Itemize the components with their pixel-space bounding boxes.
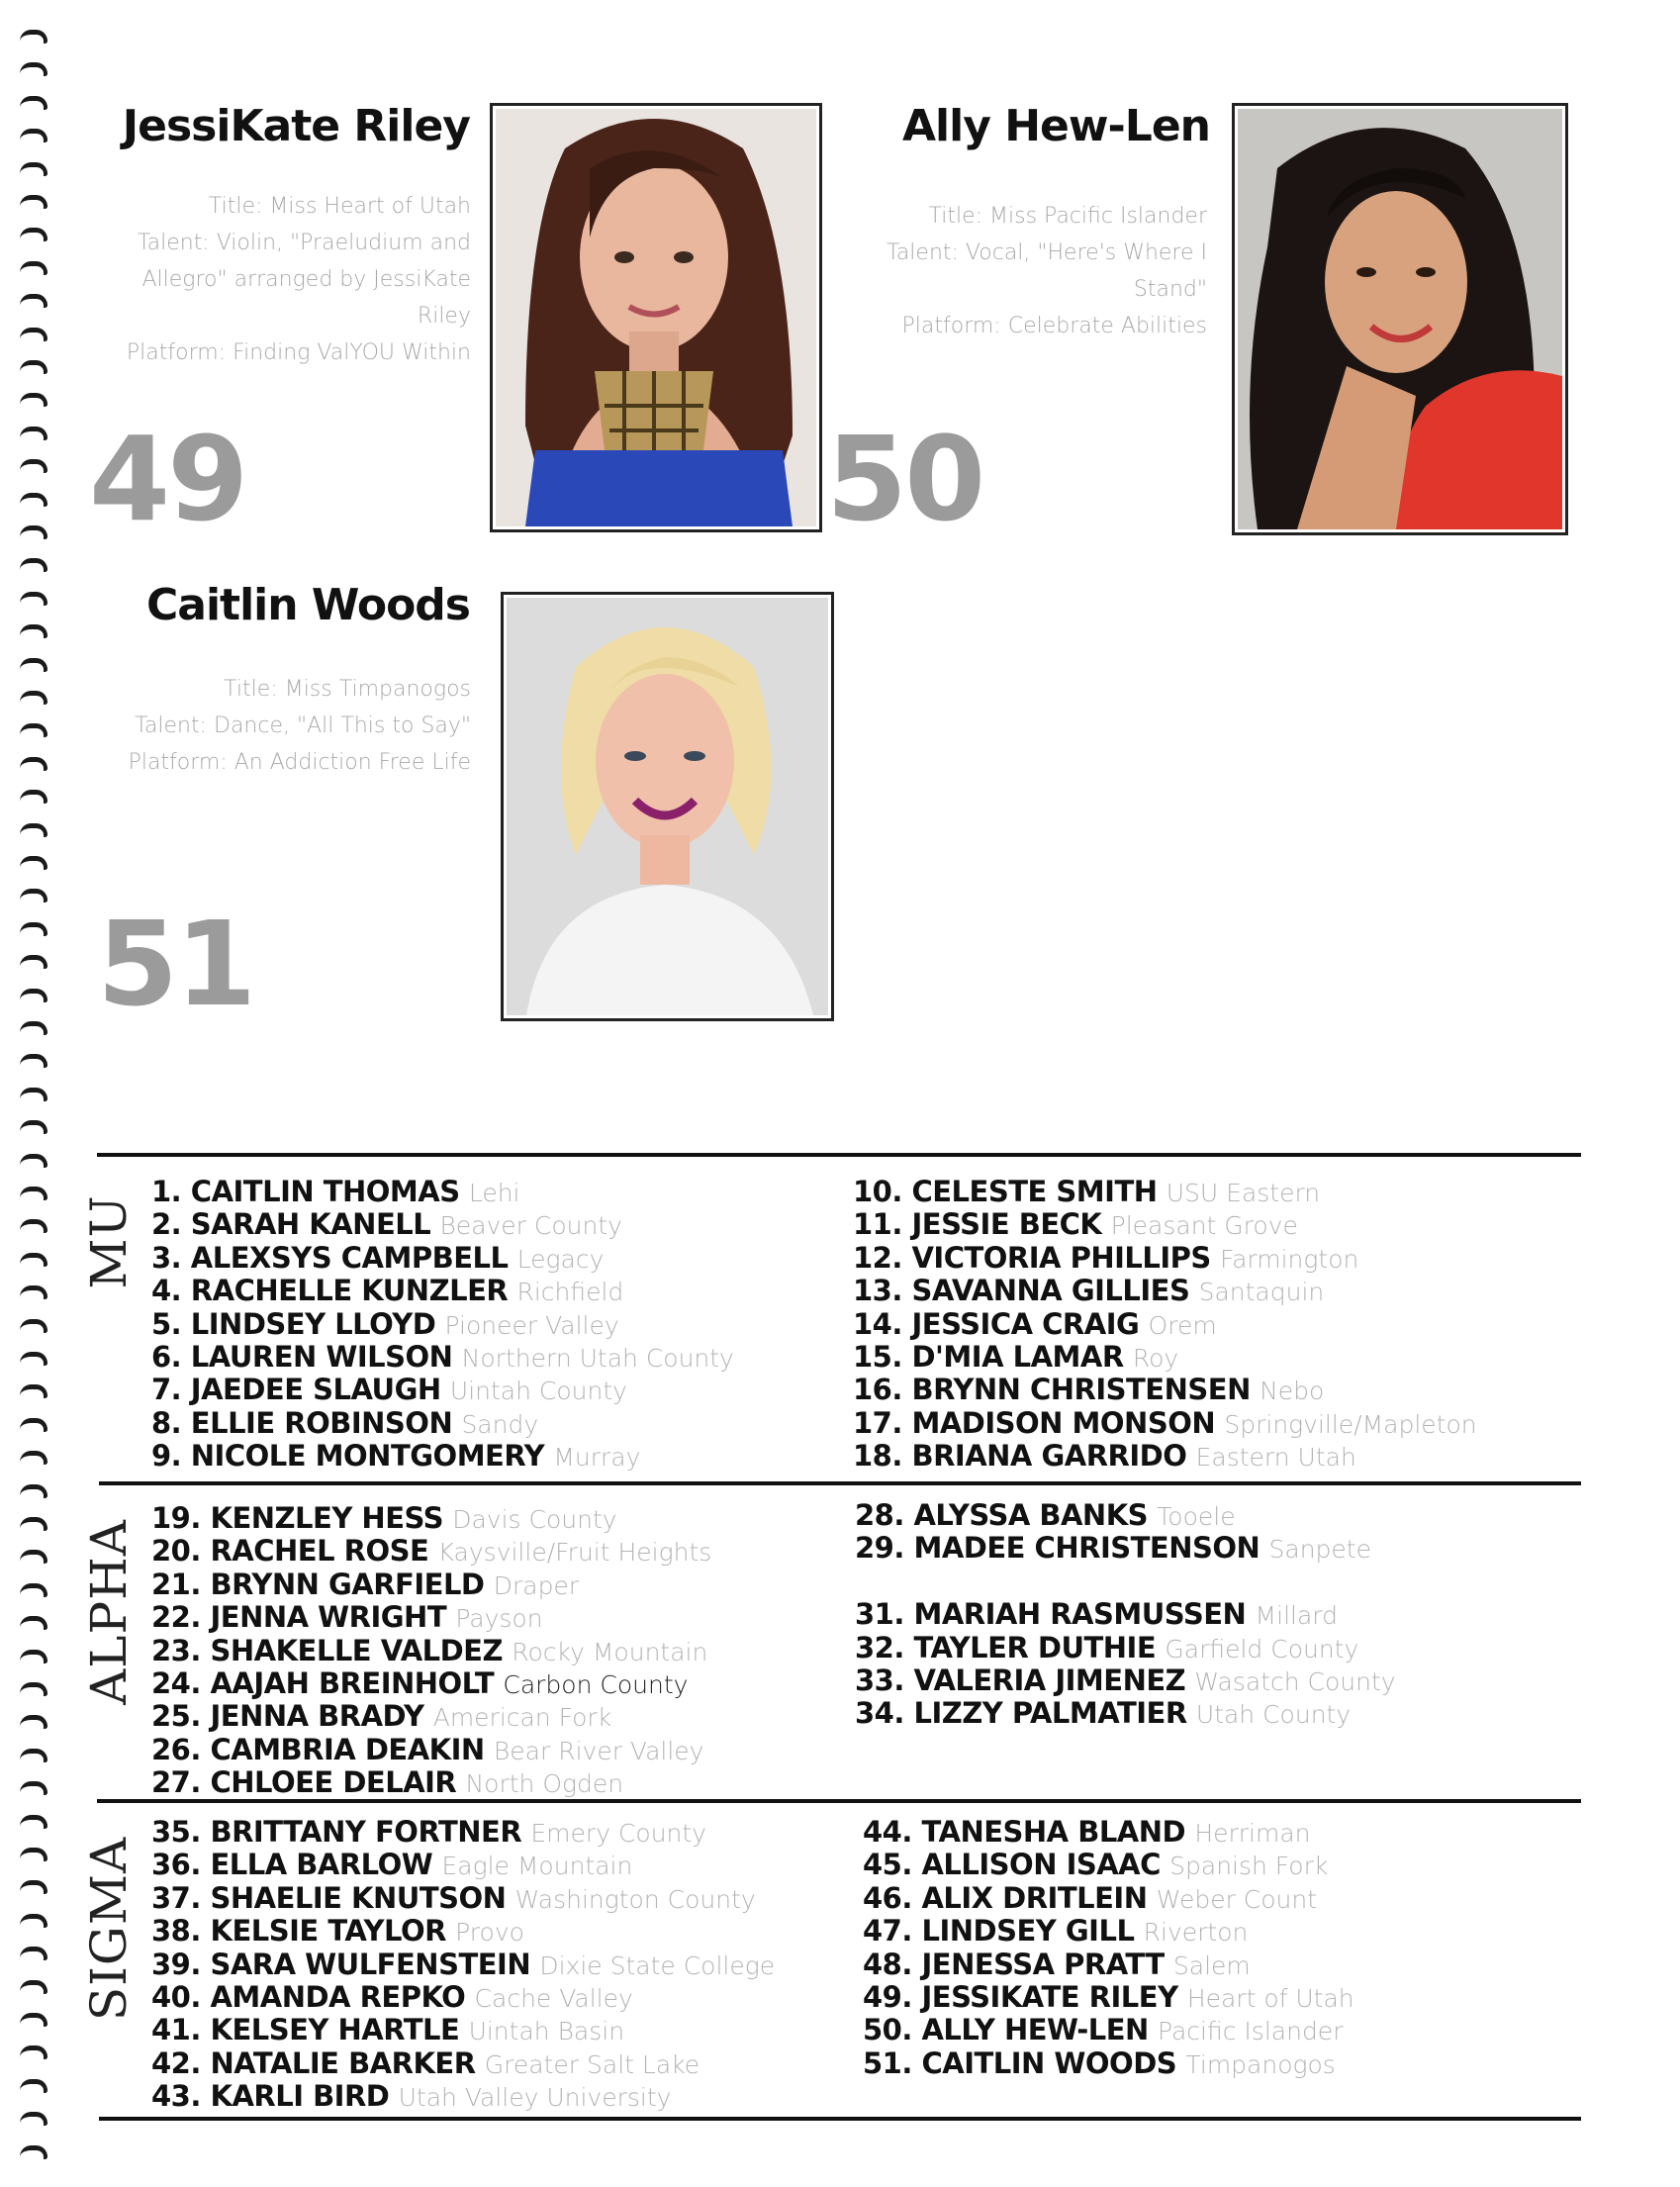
list-item: 14. JESSICA CRAIG Orem bbox=[853, 1306, 1217, 1341]
binding-ring bbox=[20, 823, 47, 837]
section-divider bbox=[97, 1153, 1581, 1157]
group-list-mu-left bbox=[151, 1176, 734, 1474]
binding-ring bbox=[20, 1781, 47, 1795]
binding-ring bbox=[20, 2045, 47, 2059]
binding-ring bbox=[20, 162, 47, 176]
binding-ring bbox=[20, 592, 47, 606]
binding-ring bbox=[20, 1253, 47, 1267]
contestant-name: Ally Hew-Len bbox=[902, 101, 1210, 151]
binding-ring bbox=[20, 2013, 47, 2027]
binding-ring bbox=[20, 1054, 47, 1068]
binding-ring bbox=[20, 1550, 47, 1564]
section-divider bbox=[99, 2117, 1581, 2121]
spiral-binding bbox=[14, 30, 59, 2177]
binding-ring bbox=[20, 1715, 47, 1729]
contestant-number: 51 bbox=[97, 896, 254, 1032]
contestant-photo bbox=[1232, 103, 1568, 535]
binding-ring bbox=[20, 1219, 47, 1233]
contestant-platform: Platform: Finding ValYOU Within bbox=[126, 340, 471, 365]
binding-ring bbox=[20, 658, 47, 672]
binding-ring bbox=[20, 228, 47, 241]
binding-ring bbox=[20, 1088, 47, 1101]
group-list-mu-right bbox=[853, 1176, 1477, 1474]
list-item: 4. RACHELLE KUNZLER Richfield bbox=[151, 1274, 624, 1308]
contestant-photo bbox=[501, 592, 834, 1021]
binding-ring bbox=[20, 1451, 47, 1465]
list-item: 31. MARIAH RASMUSSEN Millard bbox=[855, 1597, 1338, 1632]
binding-ring bbox=[20, 1682, 47, 1696]
binding-ring bbox=[20, 427, 47, 440]
list-item: 48. JENESSA PRATT Salem bbox=[863, 1947, 1251, 1981]
portrait-image bbox=[507, 598, 828, 1015]
binding-ring bbox=[20, 1418, 47, 1432]
list-item: 6. LAUREN WILSON Northern Utah County bbox=[151, 1339, 734, 1374]
contestant-details bbox=[871, 198, 1207, 344]
list-item: 25. JENNA BRADY American Fork bbox=[151, 1699, 612, 1734]
binding-ring bbox=[20, 1319, 47, 1333]
contestant-number: 50 bbox=[826, 411, 983, 547]
group-list-sigma-right bbox=[863, 1816, 1354, 2080]
list-item: 1. CAITLIN THOMAS Lehi bbox=[151, 1175, 520, 1208]
list-item: 29. MADEE CHRISTENSON Sanpete bbox=[855, 1531, 1371, 1566]
list-item: 3. ALEXSYS CAMPBELL Legacy bbox=[151, 1240, 605, 1275]
binding-ring bbox=[20, 856, 47, 870]
list-item: 39. SARA WULFENSTEIN Dixie State College bbox=[151, 1947, 776, 1981]
list-item: 19. KENZLEY HESS Davis County bbox=[151, 1501, 617, 1535]
contestant-talent: Talent: Vocal, "Here's Where I Stand" bbox=[887, 240, 1207, 302]
binding-ring bbox=[20, 922, 47, 936]
list-item: 37. SHAELIE KNUTSON Washington County bbox=[151, 1880, 756, 1915]
list-item: 2. SARAH KANELL Beaver County bbox=[151, 1207, 622, 1242]
binding-ring bbox=[20, 493, 47, 507]
contestant-platform: Platform: Celebrate Abilities bbox=[901, 314, 1207, 338]
list-item: 17. MADISON MONSON Springville/Mapleton bbox=[853, 1405, 1477, 1440]
binding-ring bbox=[20, 1484, 47, 1498]
binding-ring bbox=[20, 1848, 47, 1861]
binding-ring bbox=[20, 1384, 47, 1398]
list-item: 26. CAMBRIA DEAKIN Bear River Valley bbox=[151, 1732, 704, 1766]
contestant-details bbox=[95, 188, 471, 371]
binding-ring bbox=[20, 1583, 47, 1597]
list-item: 44. TANESHA BLAND Herriman bbox=[863, 1815, 1311, 1849]
binding-ring bbox=[20, 30, 47, 44]
group-list-sigma-left bbox=[151, 1816, 775, 2114]
binding-ring bbox=[20, 1616, 47, 1630]
binding-ring bbox=[20, 195, 47, 209]
list-item: 33. VALERIA JIMENEZ Wasatch County bbox=[855, 1663, 1396, 1697]
binding-ring bbox=[20, 624, 47, 638]
list-item: 41. KELSEY HARTLE Uintah Basin bbox=[151, 2013, 625, 2047]
binding-ring bbox=[20, 2145, 47, 2159]
list-item: 38. KELSIE TAYLOR Provo bbox=[151, 1914, 524, 1949]
binding-ring bbox=[20, 1650, 47, 1664]
list-item: 9. NICOLE MONTGOMERY Murray bbox=[151, 1439, 641, 1474]
list-item bbox=[855, 1566, 1396, 1598]
list-item: 50. ALLY HEW-LEN Pacific Islander bbox=[863, 2013, 1344, 2047]
list-item: 22. JENNA WRIGHT Payson bbox=[151, 1600, 543, 1635]
list-item: 49. JESSIKATE RILEY Heart of Utah bbox=[863, 1979, 1354, 2014]
binding-ring bbox=[20, 1120, 47, 1134]
portrait-image bbox=[1238, 109, 1562, 529]
binding-ring bbox=[20, 989, 47, 1002]
list-item: 47. LINDSEY GILL Riverton bbox=[863, 1914, 1249, 1949]
binding-ring bbox=[20, 360, 47, 374]
binding-ring bbox=[20, 1947, 47, 1960]
binding-ring bbox=[20, 691, 47, 705]
contestant-title: Title: Miss Heart of Utah bbox=[208, 194, 471, 219]
list-item: 43. KARLI BIRD Utah Valley University bbox=[151, 2079, 672, 2114]
list-item: 27. CHLOEE DELAIR North Ogden bbox=[151, 1765, 624, 1800]
list-item: 7. JAEDEE SLAUGH Uintah County bbox=[151, 1373, 627, 1407]
binding-ring bbox=[20, 955, 47, 969]
list-item: 34. LIZZY PALMATIER Utah County bbox=[855, 1696, 1352, 1731]
contestant-name: Caitlin Woods bbox=[145, 580, 470, 630]
contestant-title: Title: Miss Pacific Islander bbox=[928, 204, 1207, 229]
binding-ring bbox=[20, 1815, 47, 1829]
binding-ring bbox=[20, 1914, 47, 1928]
group-label-alpha: ALPHA bbox=[80, 1519, 138, 1705]
binding-ring bbox=[20, 1517, 47, 1531]
list-item: 35. BRITTANY FORTNER Emery County bbox=[151, 1815, 706, 1849]
list-item: 10. CELESTE SMITH USU Eastern bbox=[853, 1175, 1321, 1208]
binding-ring bbox=[20, 1980, 47, 1994]
binding-ring bbox=[20, 261, 47, 275]
list-item: 8. ELLIE ROBINSON Sandy bbox=[151, 1405, 539, 1440]
group-list-alpha-left bbox=[151, 1502, 711, 1800]
contestant-number: 49 bbox=[89, 411, 246, 547]
list-item: 23. SHAKELLE VALDEZ Rocky Mountain bbox=[151, 1633, 708, 1667]
binding-ring bbox=[20, 558, 47, 572]
list-item: 24. AAJAH BREINHOLT Carbon County bbox=[151, 1665, 689, 1700]
list-item: 11. JESSIE BECK Pleasant Grove bbox=[853, 1207, 1298, 1242]
list-item: 20. RACHEL ROSE Kaysville/Fruit Heights bbox=[151, 1534, 712, 1569]
binding-ring bbox=[20, 459, 47, 473]
binding-ring bbox=[20, 1880, 47, 1894]
list-item: 16. BRYNN CHRISTENSEN Nebo bbox=[853, 1373, 1325, 1407]
portrait-image bbox=[496, 109, 816, 526]
binding-ring bbox=[20, 1285, 47, 1299]
binding-ring bbox=[20, 1749, 47, 1762]
binding-ring bbox=[20, 1021, 47, 1035]
list-item: 21. BRYNN GARFIELD Draper bbox=[151, 1567, 580, 1601]
list-item: 32. TAYLER DUTHIE Garfield County bbox=[855, 1630, 1359, 1664]
list-item: 15. D'MIA LAMAR Roy bbox=[853, 1339, 1179, 1374]
contestant-photo bbox=[490, 103, 822, 532]
group-label-sigma: SIGMA bbox=[80, 1836, 138, 2022]
binding-ring bbox=[20, 757, 47, 771]
binding-ring bbox=[20, 1187, 47, 1200]
binding-ring bbox=[20, 129, 47, 143]
binding-ring bbox=[20, 1154, 47, 1168]
section-divider bbox=[99, 1481, 1581, 1485]
binding-ring bbox=[20, 790, 47, 804]
list-item: 46. ALIX DRITLEIN Weber Count bbox=[863, 1880, 1318, 1915]
list-item: 13. SAVANNA GILLIES Santaquin bbox=[853, 1274, 1325, 1308]
list-item: 12. VICTORIA PHILLIPS Farmington bbox=[853, 1240, 1359, 1275]
binding-ring bbox=[20, 889, 47, 903]
list-item: 28. ALYSSA BANKS Tooele bbox=[855, 1498, 1236, 1532]
list-item: 18. BRIANA GARRIDO Eastern Utah bbox=[853, 1439, 1356, 1474]
list-item: 51. CAITLIN WOODS Timpanogos bbox=[863, 2045, 1336, 2080]
binding-ring bbox=[20, 2112, 47, 2126]
contestant-platform: Platform: An Addiction Free Life bbox=[128, 750, 471, 775]
group-list-alpha-right bbox=[855, 1499, 1396, 1731]
list-item: 5. LINDSEY LLOYD Pioneer Valley bbox=[151, 1306, 619, 1341]
contestant-talent: Talent: Violin, "Praeludium and Allegro" arranged by JessiKate Riley bbox=[137, 231, 471, 329]
list-item: 42. NATALIE BARKER Greater Salt Lake bbox=[151, 2045, 700, 2080]
group-label-mu: MU bbox=[80, 1194, 138, 1289]
contestant-talent: Talent: Dance, "All This to Say" bbox=[135, 713, 471, 738]
binding-ring bbox=[20, 723, 47, 737]
binding-ring bbox=[20, 393, 47, 407]
list-item: 40. AMANDA REPKO Cache Valley bbox=[151, 1979, 633, 2014]
list-item: 45. ALLISON ISAAC Spanish Fork bbox=[863, 1848, 1329, 1882]
binding-ring bbox=[20, 525, 47, 539]
binding-ring bbox=[20, 328, 47, 341]
contestant-title: Title: Miss Timpanogos bbox=[224, 677, 471, 702]
list-item: 36. ELLA BARLOW Eagle Mountain bbox=[151, 1848, 633, 1882]
binding-ring bbox=[20, 96, 47, 110]
binding-ring bbox=[20, 62, 47, 76]
contestant-details bbox=[95, 671, 471, 781]
binding-ring bbox=[20, 294, 47, 308]
binding-ring bbox=[20, 1352, 47, 1366]
contestant-name: JessiKate Riley bbox=[122, 101, 470, 151]
binding-ring bbox=[20, 2079, 47, 2093]
